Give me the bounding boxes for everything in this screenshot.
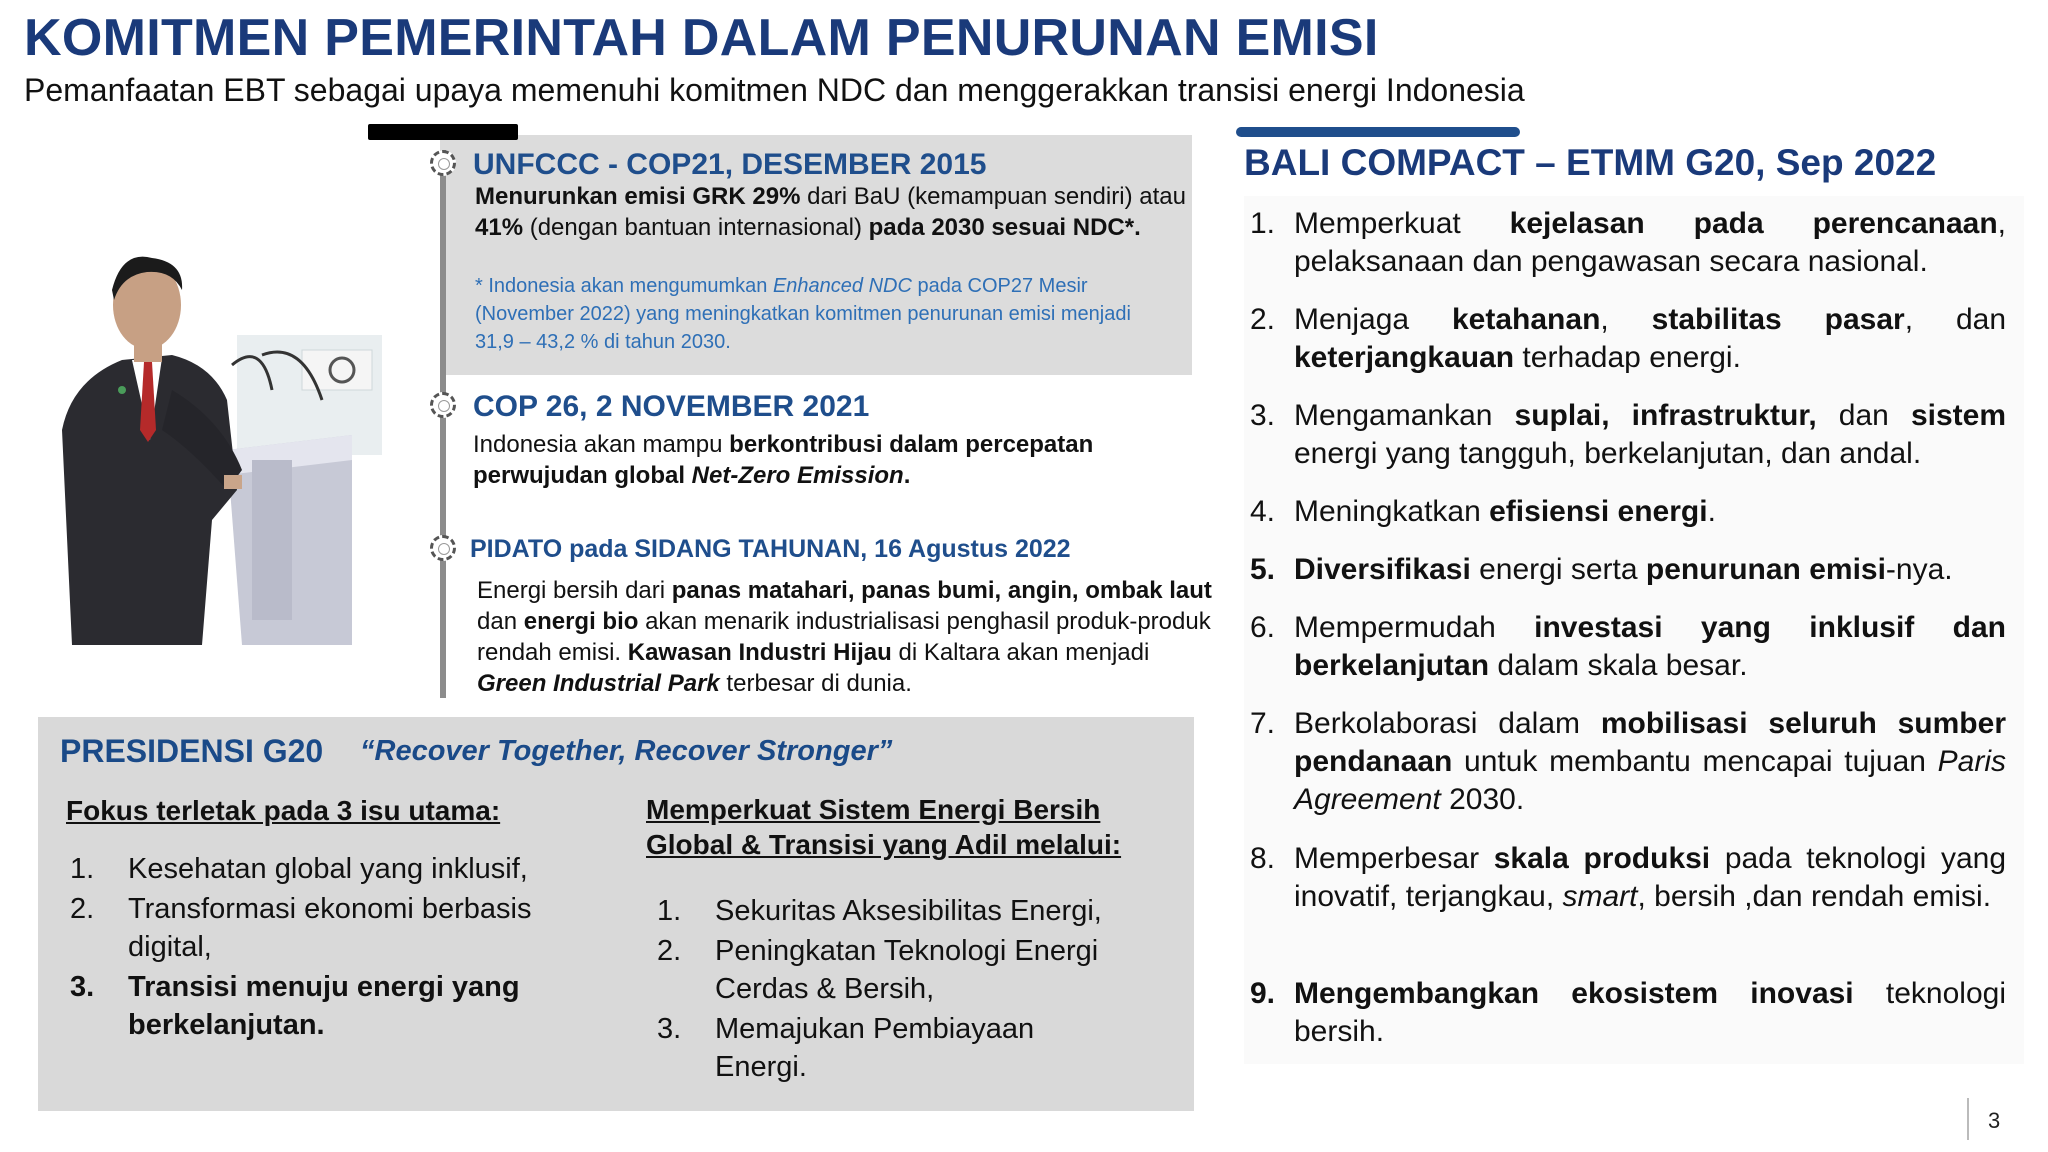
g20-left-heading: Fokus terletak pada 3 isu utama: — [66, 795, 501, 826]
event-cop21-note: * Indonesia akan mengumumkan Enhanced NDC pada COP27 Mesir (November 2022) yang meningkatkan komitmen penurunan emisi menjadi 31,9 – 43,2 % di tahun 2030. — [475, 275, 1131, 353]
bali-item: 9. Mengembangkan ekosistem inovasi teknologi bersih. — [1250, 977, 2006, 1048]
list-item: 3. Transisi menuju energi yang berkelanjutan. — [70, 971, 520, 1041]
timeline-tab-marker — [368, 124, 518, 140]
g20-right-list — [657, 892, 1127, 1088]
list-item: 1. Kesehatan global yang inklusif, — [70, 853, 528, 885]
bali-item: 2. Menjaga ketahanan, stabilitas pasar, dan keterjangkauan terhadap energi. — [1250, 303, 2006, 374]
timeline-node-icon — [430, 392, 456, 418]
bali-item: 4. Meningkatkan efisiensi energi. — [1250, 495, 1716, 528]
section-accent-bar — [1236, 127, 1520, 137]
g20-title: PRESIDENSI G20 — [60, 733, 324, 769]
timeline-line — [440, 150, 446, 698]
event-pidato-heading: PIDATO pada SIDANG TAHUNAN, 16 Agustus 2022 — [470, 535, 1071, 563]
g20-right-heading: Memperkuat Sistem Energi Bersih Global & Transisi yang Adil melalui: — [646, 794, 1122, 860]
event-cop26-body: Indonesia akan mampu berkontribusi dalam percepatan perwujudan global Net-Zero Emission. — [473, 431, 1094, 489]
bali-item: 3. Mengamankan suplai, infrastruktur, dan sistem energi yang tangguh, berkelanjutan, dan andal. — [1250, 399, 2006, 470]
timeline-node-icon — [430, 535, 456, 561]
speaker-photo — [52, 190, 382, 645]
bali-compact-title: BALI COMPACT – ETMM G20, Sep 2022 — [1244, 142, 1937, 183]
timeline-node-icon — [430, 150, 456, 176]
page-subtitle: Pemanfaatan EBT sebagai upaya memenuhi komitmen NDC dan menggerakkan transisi energi Indonesia — [24, 72, 1525, 108]
bali-item: 6. Mempermudah investasi yang inklusif dan berkelanjutan dalam skala besar. — [1250, 611, 2006, 682]
event-cop26-heading: COP 26, 2 NOVEMBER 2021 — [473, 390, 870, 423]
bali-item: 7. Berkolaborasi dalam mobilisasi seluruh sumber pendanaan untuk membantu mencapai tujuan Paris Agreement 2030. — [1250, 707, 2006, 816]
page-title: KOMITMEN PEMERINTAH DALAM PENURUNAN EMISI — [24, 9, 1379, 67]
list-item: 3. Memajukan Pembiayaan Energi. — [657, 1013, 1035, 1083]
list-item: 2. Peningkatan Teknologi Energi Cerdas & Bersih, — [657, 935, 1099, 1005]
bali-item: 1. Memperkuat kejelasan pada perencanaan, pelaksanaan dan pengawasan secara nasional. — [1250, 207, 2006, 278]
list-item: 2. Transformasi ekonomi berbasis digital, — [70, 893, 532, 963]
bali-item: 5. Diversifikasi energi serta penurunan emisi-nya. — [1250, 553, 1953, 586]
page-number: 3 — [1988, 1108, 2001, 1133]
event-pidato-body: Energi bersih dari panas matahari, panas bumi, angin, ombak laut dan energi bio akan menarik industrialisasi penghasil produk-produk rendah emisi. Kawasan Industri Hijau di Kaltara akan menjadi Green Industrial Park terbesar di dunia. — [477, 577, 1212, 697]
event-cop21-heading: UNFCCC - COP21, DESEMBER 2015 — [473, 148, 987, 181]
g20-quote: “Recover Together, Recover Stronger” — [360, 735, 893, 767]
bali-item: 8. Memperbesar skala produksi pada teknologi yang inovatif, terjangkau, smart, bersih ,dan rendah emisi. — [1250, 842, 2007, 913]
event-cop21-body: Menurunkan emisi GRK 29% dari BaU (kemampuan sendiri) atau 41% (dengan bantuan internasional) pada 2030 sesuai NDC*. — [475, 183, 1186, 241]
page-number-divider — [1967, 1098, 1969, 1140]
g20-left-list — [70, 850, 570, 1046]
list-item: 1. Sekuritas Aksesibilitas Energi, — [657, 895, 1102, 927]
